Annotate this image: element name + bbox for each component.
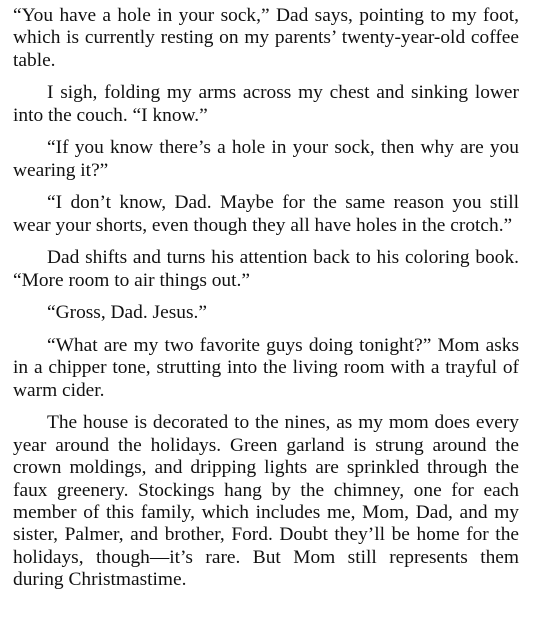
book-page [13, 5, 519, 602]
paragraph-5: Dad shifts and turns his attention back to his coloring book. “More room to air things out.” [13, 247, 519, 291]
paragraph-8: The house is decorated to the nines, as my mom does every year around the holidays. Green garland is strung around the crown moldings, and dripping lights are sprinkled through the faux greenery. Stockings hang by the chimney, one for each member of this family, which includes me, Mom, Dad, and my sister, Palmer, and brother, Ford. Doubt they’ll be home for the holidays, though—it’s rare. But Mom still represents them during Christmastime. [13, 412, 519, 591]
paragraph-6: “Gross, Dad. Jesus.” [47, 302, 207, 324]
paragraph-2: I sigh, folding my arms across my chest and sinking lower into the couch. “I know.” [13, 82, 519, 126]
paragraph-4: “I don’t know, Dad. Maybe for the same reason you still wear your shorts, even though they all have holes in the crotch.” [13, 192, 519, 236]
paragraph-7: “What are my two favorite guys doing tonight?” Mom asks in a chipper tone, strutting into the living room with a trayful of warm cider. [13, 335, 519, 401]
paragraph-3: “If you know there’s a hole in your sock, then why are you wearing it?” [13, 137, 519, 181]
paragraph-1: “You have a hole in your sock,” Dad says, pointing to my foot, which is currently resting on my parents’ twenty-year-old coffee table. [13, 5, 519, 71]
